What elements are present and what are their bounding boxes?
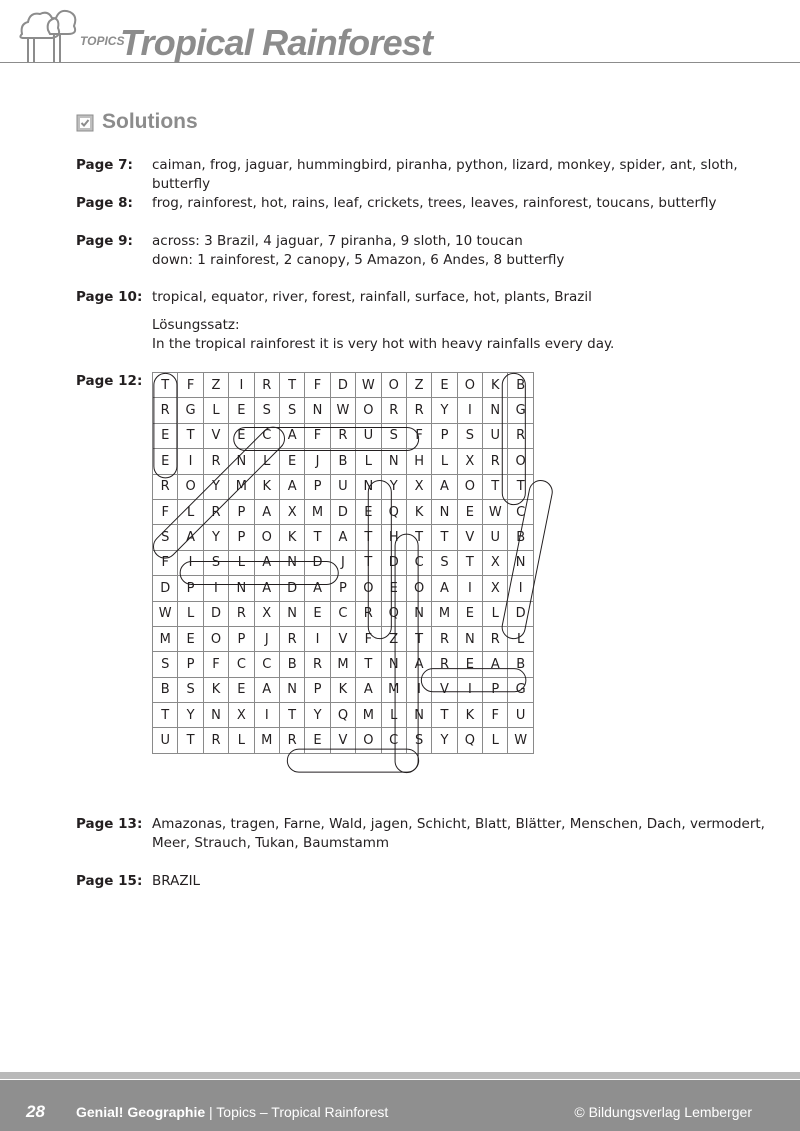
page-label: Page 12: xyxy=(76,373,143,389)
grid-cell: I xyxy=(457,576,482,601)
grid-cell: Y xyxy=(305,703,330,728)
page-label: Page 13: xyxy=(76,816,143,832)
grid-cell: F xyxy=(153,550,178,575)
grid-cell: L xyxy=(178,499,203,524)
grid-cell: S xyxy=(381,423,406,448)
grid-cell: E xyxy=(229,423,254,448)
grid-cell: W xyxy=(356,373,381,398)
grid-cell: N xyxy=(279,601,304,626)
grid-cell: S xyxy=(457,423,482,448)
grid-cell: A xyxy=(432,474,457,499)
grid-cell: E xyxy=(305,601,330,626)
grid-cell: P xyxy=(178,576,203,601)
grid-cell: O xyxy=(356,398,381,423)
grid-cell: N xyxy=(229,576,254,601)
grid-cell: L xyxy=(381,703,406,728)
grid-cell: R xyxy=(279,728,304,753)
answer-overlay xyxy=(152,372,554,774)
grid-cell: P xyxy=(229,499,254,524)
grid-cell: N xyxy=(483,398,508,423)
grid-cell: F xyxy=(178,373,203,398)
grid-cell: G xyxy=(178,398,203,423)
check-box-icon xyxy=(76,114,94,132)
grid-cell: T xyxy=(356,550,381,575)
grid-cell: A xyxy=(254,576,279,601)
grid-cell: F xyxy=(203,652,228,677)
grid-cell: F xyxy=(483,703,508,728)
grid-cell: F xyxy=(406,423,431,448)
page-label: Page 15: xyxy=(76,873,143,889)
grid-cell: N xyxy=(406,601,431,626)
grid-cell: S xyxy=(153,652,178,677)
grid-cell: S xyxy=(432,550,457,575)
grid-cell: M xyxy=(254,728,279,753)
footer-band xyxy=(0,1080,800,1131)
answer-loop-humid xyxy=(395,534,418,773)
grid-cell: H xyxy=(406,449,431,474)
grid-cell: O xyxy=(178,474,203,499)
grid-cell: P xyxy=(229,626,254,651)
grid-cell: Z xyxy=(203,373,228,398)
grid-cell: I xyxy=(406,677,431,702)
grid-cell: C xyxy=(406,550,431,575)
grid-cell: E xyxy=(153,449,178,474)
answer-loop-nature xyxy=(368,481,391,639)
grid-cell: K xyxy=(203,677,228,702)
grid-cell: Y xyxy=(203,525,228,550)
grid-cell: N xyxy=(432,499,457,524)
grid-cell: N xyxy=(279,550,304,575)
grid-cell: R xyxy=(153,398,178,423)
solutions-heading: Solutions xyxy=(102,110,198,133)
grid-cell: I xyxy=(178,449,203,474)
grid-cell: Z xyxy=(381,626,406,651)
grid-cell: M xyxy=(305,499,330,524)
grid-cell: E xyxy=(457,601,482,626)
grid-cell: J xyxy=(330,550,355,575)
grid-cell: D xyxy=(508,601,533,626)
grid-cell: I xyxy=(457,677,482,702)
grid-cell: L xyxy=(229,550,254,575)
page-title: Tropical Rainforest xyxy=(120,22,433,63)
grid-cell: O xyxy=(381,373,406,398)
grid-cell: R xyxy=(381,398,406,423)
solution-text-down: down: 1 rainforest, 2 canopy, 5 Amazon, 6 Andes, 8 butterfly xyxy=(152,251,565,268)
grid-cell: W xyxy=(153,601,178,626)
grid-cell: X xyxy=(279,499,304,524)
topics-label: TOPICS xyxy=(80,34,125,48)
grid-cell: L xyxy=(432,449,457,474)
grid-cell: F xyxy=(305,423,330,448)
grid-cell: T xyxy=(508,474,533,499)
grid-cell: E xyxy=(178,626,203,651)
grid-cell: R xyxy=(432,652,457,677)
grid-cell: E xyxy=(356,499,381,524)
grid-cell: E xyxy=(457,499,482,524)
footer-stripe xyxy=(0,1072,800,1079)
grid-cell: A xyxy=(330,525,355,550)
grid-cell: C xyxy=(508,499,533,524)
grid-cell: X xyxy=(483,550,508,575)
grid-cell: J xyxy=(254,626,279,651)
grid-cell: N xyxy=(457,626,482,651)
grid-cell: O xyxy=(406,576,431,601)
grid-cell: R xyxy=(203,449,228,474)
page-header xyxy=(0,0,800,70)
grid-cell: P xyxy=(483,677,508,702)
grid-cell: B xyxy=(508,525,533,550)
grid-cell: P xyxy=(178,652,203,677)
grid-cell: A xyxy=(178,525,203,550)
grid-cell: M xyxy=(356,703,381,728)
grid-cell: A xyxy=(406,652,431,677)
grid-cell: T xyxy=(279,373,304,398)
solution-text: frog, rainforest, hot, rains, leaf, crickets, trees, leaves, rainforest, toucans, butterfly xyxy=(152,195,717,211)
grid-cell: L xyxy=(254,449,279,474)
solution-text-continued: Meer, Strauch, Tukan, Baumstamm xyxy=(152,834,390,851)
grid-cell: N xyxy=(203,703,228,728)
grid-cell: R xyxy=(483,449,508,474)
grid-cell: V xyxy=(330,728,355,753)
grid-cell: S xyxy=(178,677,203,702)
book-title: Genial! Geographie xyxy=(76,1104,206,1120)
grid-cell: Q xyxy=(381,601,406,626)
grid-cell: S xyxy=(153,525,178,550)
grid-cell: O xyxy=(508,449,533,474)
grid-cell: S xyxy=(279,398,304,423)
grid-cell: T xyxy=(483,474,508,499)
grid-cell: R xyxy=(229,601,254,626)
grid-cell: A xyxy=(432,576,457,601)
grid-cell: R xyxy=(279,626,304,651)
grid-cell: Q xyxy=(457,728,482,753)
grid-cell: B xyxy=(508,652,533,677)
grid-cell: I xyxy=(508,576,533,601)
grid-cell: E xyxy=(305,728,330,753)
grid-cell: R xyxy=(406,398,431,423)
grid-cell: K xyxy=(457,703,482,728)
grid-cell: R xyxy=(305,652,330,677)
grid-cell: N xyxy=(305,398,330,423)
grid-cell: N xyxy=(279,677,304,702)
grid-cell: H xyxy=(381,525,406,550)
grid-cell: R xyxy=(153,474,178,499)
grid-cell: K xyxy=(483,373,508,398)
grid-cell: K xyxy=(279,525,304,550)
solution-text: caiman, frog, jaguar, hummingbird, piranha, python, lizard, monkey, spider, ant, sloth, butterfly xyxy=(152,157,738,192)
grid-cell: A xyxy=(279,474,304,499)
solution-sentence: In the tropical rainforest it is very hot with heavy rainfalls every day. xyxy=(152,335,615,352)
answer-loop-knot xyxy=(502,373,525,504)
grid-cell: Y xyxy=(178,703,203,728)
grid-cell: E xyxy=(229,677,254,702)
grid-cell: K xyxy=(406,499,431,524)
grid-cell: T xyxy=(178,728,203,753)
grid-cell: F xyxy=(356,626,381,651)
grid-cell: E xyxy=(432,373,457,398)
grid-cell: R xyxy=(356,601,381,626)
grid-cell: S xyxy=(203,550,228,575)
grid-cell: K xyxy=(254,474,279,499)
grid-cell: R xyxy=(483,626,508,651)
grid-cell: T xyxy=(356,525,381,550)
grid-cell: C xyxy=(381,728,406,753)
grid-cell: A xyxy=(305,576,330,601)
grid-cell: A xyxy=(356,677,381,702)
grid-cell: O xyxy=(457,373,482,398)
grid-cell: W xyxy=(483,499,508,524)
grid-cell: P xyxy=(432,423,457,448)
grid-cell: X xyxy=(483,576,508,601)
grid-cell: L xyxy=(178,601,203,626)
grid-cell: I xyxy=(178,550,203,575)
solution-text-across: across: 3 Brazil, 4 jaguar, 7 piranha, 9 sloth, 10 toucan xyxy=(152,233,523,249)
grid-cell: T xyxy=(178,423,203,448)
grid-cell: J xyxy=(305,449,330,474)
grid-cell: U xyxy=(356,423,381,448)
grid-cell: D xyxy=(279,576,304,601)
grid-cell: P xyxy=(305,474,330,499)
grid-cell: L xyxy=(356,449,381,474)
grid-cell: X xyxy=(254,601,279,626)
copyright: © Bildungsverlag Lemberger xyxy=(574,1104,752,1120)
grid-cell: C xyxy=(330,601,355,626)
grid-cell: T xyxy=(432,525,457,550)
grid-cell: I xyxy=(305,626,330,651)
book-subtitle: | Topics – Tropical Rainforest xyxy=(205,1104,389,1120)
grid-cell: R xyxy=(432,626,457,651)
grid-cell: I xyxy=(254,703,279,728)
grid-cell: U xyxy=(153,728,178,753)
grid-cell: S xyxy=(254,398,279,423)
grid-cell: G xyxy=(508,398,533,423)
grid-cell: A xyxy=(254,677,279,702)
grid-cell: Y xyxy=(203,474,228,499)
grid-cell: E xyxy=(381,576,406,601)
book-reference xyxy=(76,1104,388,1120)
grid-cell: U xyxy=(483,525,508,550)
grid-cell: O xyxy=(254,525,279,550)
grid-cell: Q xyxy=(330,703,355,728)
grid-cell: E xyxy=(279,449,304,474)
grid-cell: N xyxy=(381,652,406,677)
grid-cell: T xyxy=(305,525,330,550)
grid-cell: C xyxy=(254,652,279,677)
grid-cell: E xyxy=(457,652,482,677)
page-label: Page 10: xyxy=(76,289,143,305)
grid-cell: Y xyxy=(432,398,457,423)
grid-cell: R xyxy=(508,423,533,448)
page-number: 28 xyxy=(26,1102,45,1121)
grid-cell: N xyxy=(406,703,431,728)
grid-cell: T xyxy=(457,550,482,575)
grid-cell: O xyxy=(356,728,381,753)
grid-cell: D xyxy=(153,576,178,601)
grid-cell: I xyxy=(457,398,482,423)
grid-cell: X xyxy=(229,703,254,728)
grid-cell: Z xyxy=(406,373,431,398)
grid-cell: L xyxy=(483,728,508,753)
grid-cell: L xyxy=(483,601,508,626)
grid-cell: O xyxy=(356,576,381,601)
grid-cell: D xyxy=(330,373,355,398)
grid-cell: L xyxy=(203,398,228,423)
grid-cell: I xyxy=(229,373,254,398)
grid-cell: V xyxy=(432,677,457,702)
grid-cell: D xyxy=(330,499,355,524)
grid-cell: U xyxy=(508,703,533,728)
answer-loop-island xyxy=(180,561,338,584)
grid-cell: M xyxy=(229,474,254,499)
answer-loop-tree xyxy=(154,373,177,478)
grid-cell: T xyxy=(153,373,178,398)
page-label: Page 9: xyxy=(76,233,133,249)
grid-cell: T xyxy=(432,703,457,728)
grid-cell: A xyxy=(254,550,279,575)
grid-cell: O xyxy=(203,626,228,651)
page-footer xyxy=(0,1072,800,1131)
grid-cell: A xyxy=(279,423,304,448)
grid-cell: G xyxy=(508,677,533,702)
grid-cell: T xyxy=(279,703,304,728)
grid-cell: I xyxy=(203,576,228,601)
word-search-puzzle xyxy=(152,372,534,754)
grid-cell: Y xyxy=(381,474,406,499)
grid-cell: B xyxy=(279,652,304,677)
page-label: Page 8: xyxy=(76,195,133,211)
grid-cell: F xyxy=(305,373,330,398)
grid-cell: K xyxy=(330,677,355,702)
grid-cell: S xyxy=(406,728,431,753)
page-label: Page 7: xyxy=(76,157,133,173)
grid-cell: V xyxy=(203,423,228,448)
grid-cell: R xyxy=(203,728,228,753)
grid-cell: A xyxy=(483,652,508,677)
solution-text: tropical, equator, river, forest, rainfall, surface, hot, plants, Brazil xyxy=(152,289,592,305)
grid-cell: C xyxy=(254,423,279,448)
grid-cell: D xyxy=(305,550,330,575)
grid-cell: B xyxy=(153,677,178,702)
solution-text: Amazonas, tragen, Farne, Wald, jagen, Schicht, Blatt, Blätter, Menschen, Dach, vermodert, xyxy=(152,816,765,832)
solution-sentence-label: Lösungssatz: xyxy=(152,317,240,333)
trees-logo-icon xyxy=(18,4,78,64)
grid-cell: R xyxy=(330,423,355,448)
grid-cell: Q xyxy=(381,499,406,524)
grid-cell: N xyxy=(508,550,533,575)
grid-cell: E xyxy=(153,423,178,448)
grid-cell: P xyxy=(330,576,355,601)
answer-loop-sloth xyxy=(152,422,289,563)
grid-cell: V xyxy=(330,626,355,651)
answer-loop-area xyxy=(421,669,526,692)
grid-cell: L xyxy=(229,728,254,753)
grid-cell: M xyxy=(432,601,457,626)
grid-cell: M xyxy=(330,652,355,677)
grid-cell: B xyxy=(508,373,533,398)
grid-cell: M xyxy=(381,677,406,702)
grid-cell: V xyxy=(457,525,482,550)
grid-cell: E xyxy=(229,398,254,423)
grid-cell: L xyxy=(508,626,533,651)
grid-cell: U xyxy=(483,423,508,448)
grid-cell: P xyxy=(305,677,330,702)
grid-cell: B xyxy=(330,449,355,474)
answer-loop-cover xyxy=(287,749,418,772)
grid-cell: R xyxy=(254,373,279,398)
grid-cell: P xyxy=(229,525,254,550)
grid-cell: N xyxy=(229,449,254,474)
grid-cell: N xyxy=(381,449,406,474)
grid-cell: C xyxy=(229,652,254,677)
grid-cell: T xyxy=(356,652,381,677)
grid-cell: A xyxy=(254,499,279,524)
solution-text: BRAZIL xyxy=(152,873,201,889)
grid-cell: Y xyxy=(432,728,457,753)
grid-cell: W xyxy=(508,728,533,753)
grid-cell: X xyxy=(406,474,431,499)
grid-cell: U xyxy=(330,474,355,499)
grid-cell: T xyxy=(406,525,431,550)
answer-loop-ecafrus xyxy=(234,427,419,450)
grid-cell: X xyxy=(457,449,482,474)
grid-cell: R xyxy=(203,499,228,524)
grid-cell: N xyxy=(356,474,381,499)
grid-cell: O xyxy=(457,474,482,499)
grid-cell: T xyxy=(153,703,178,728)
grid-cell: D xyxy=(203,601,228,626)
grid-cell: D xyxy=(381,550,406,575)
grid-cell: F xyxy=(153,499,178,524)
grid-cell: M xyxy=(153,626,178,651)
grid-cell: T xyxy=(406,626,431,651)
grid-cell: W xyxy=(330,398,355,423)
